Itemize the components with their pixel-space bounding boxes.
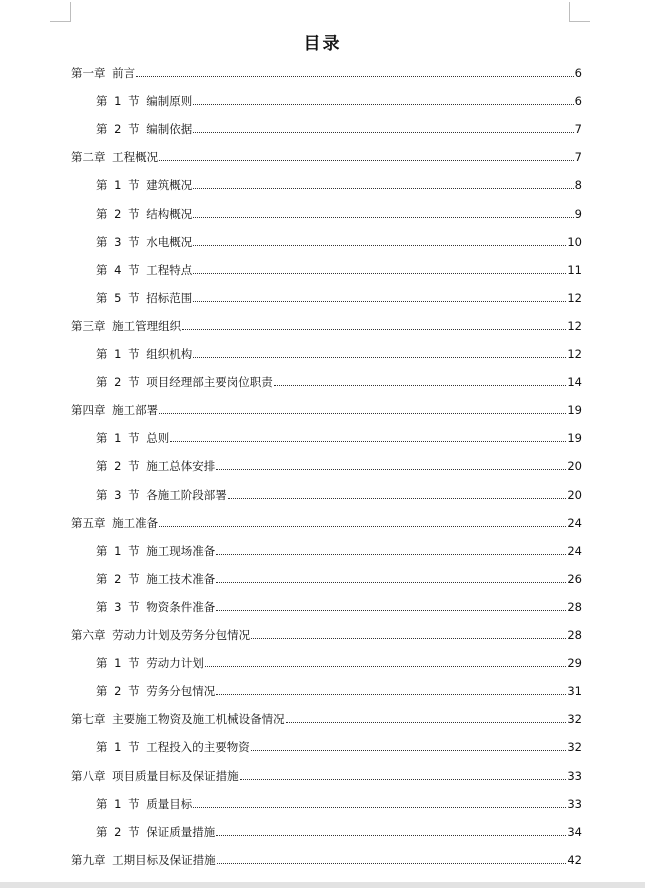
toc-chapter-entry[interactable]	[71, 851, 582, 869]
toc-page-number: 12	[567, 290, 582, 305]
toc-page-number: 7	[574, 150, 582, 165]
toc-dot-leader	[170, 440, 566, 442]
toc-entry-label: 第 1 节 编制原则	[96, 94, 193, 109]
toc-page-number: 33	[567, 768, 582, 783]
toc-entry-label: 第 1 节 质量目标	[96, 796, 193, 811]
toc-dot-leader	[216, 834, 566, 836]
toc-dot-leader	[217, 862, 567, 864]
toc-page-number: 28	[567, 628, 582, 642]
toc-page-number: 11	[567, 262, 582, 277]
toc-entry-label: 第 1 节 总则	[96, 431, 170, 446]
toc-dot-leader	[193, 806, 566, 808]
toc-dot-leader	[159, 412, 566, 414]
toc-entry-label: 第 2 节 项目经理部主要岗位职责	[96, 375, 273, 390]
toc-section-entry[interactable]	[96, 176, 582, 194]
toc-dot-leader	[193, 103, 573, 105]
toc-page-number: 42	[567, 852, 582, 867]
toc-section-entry[interactable]	[96, 289, 582, 307]
toc-entry-label: 第 2 节 编制依据	[96, 122, 193, 137]
toc-section-entry[interactable]	[96, 205, 582, 223]
toc-dot-leader	[193, 356, 566, 358]
toc-dot-leader	[193, 131, 573, 133]
toc-entry-label: 第 1 节 组织机构	[96, 347, 193, 361]
toc-section-entry[interactable]	[96, 373, 582, 391]
toc-page-number: 20	[567, 487, 582, 502]
toc-page-number: 7	[574, 122, 582, 137]
toc-entry-label: 第 2 节 施工技术准备	[96, 571, 216, 586]
toc-page-number: 28	[567, 599, 582, 614]
toc-page-number: 33	[567, 796, 582, 811]
toc-page-number: 24	[567, 543, 582, 558]
toc-section-entry[interactable]	[96, 795, 582, 813]
toc-page-number: 24	[567, 515, 582, 530]
toc-entry-label: 第 1 节 施工现场准备	[96, 543, 216, 558]
toc-title: 目录	[303, 34, 342, 54]
toc-page-number: 32	[567, 740, 582, 755]
toc-section-entry[interactable]	[96, 233, 582, 251]
toc-dot-leader	[193, 300, 566, 302]
crop-mark-top-right	[569, 21, 590, 22]
toc-page-number: 9	[574, 206, 582, 221]
toc-section-entry[interactable]	[96, 261, 582, 279]
crop-mark-top-left	[70, 2, 71, 22]
toc-page-number: 12	[567, 347, 582, 361]
toc-chapter-entry[interactable]	[71, 401, 582, 419]
toc-section-entry[interactable]	[96, 429, 582, 447]
toc-entry-label: 第 5 节 招标范围	[96, 290, 193, 305]
toc-dot-leader	[193, 244, 566, 246]
toc-dot-leader	[216, 693, 566, 695]
toc-dot-leader	[274, 384, 567, 386]
toc-dot-leader	[216, 581, 566, 583]
toc-section-entry[interactable]	[96, 92, 582, 110]
toc-section-entry[interactable]	[96, 823, 582, 841]
toc-page-number: 29	[567, 656, 582, 671]
toc-section-entry[interactable]	[96, 738, 582, 756]
toc-chapter-entry[interactable]	[71, 626, 582, 644]
toc-page-number: 20	[567, 459, 582, 474]
toc-page-number: 19	[567, 403, 582, 418]
toc-section-entry[interactable]	[96, 457, 582, 475]
toc-dot-leader	[159, 525, 566, 527]
toc-dot-leader	[286, 721, 567, 723]
toc-chapter-entry[interactable]	[71, 317, 582, 335]
toc-entry-label: 第 1 节 建筑概况	[96, 178, 193, 193]
toc-dot-leader	[136, 75, 574, 77]
toc-dot-leader	[216, 609, 566, 611]
toc-section-entry[interactable]	[96, 486, 582, 504]
toc-dot-leader	[159, 159, 574, 161]
toc-entry-label: 第 2 节 结构概况	[96, 206, 193, 221]
toc-section-entry[interactable]	[96, 542, 582, 560]
toc-entry-label: 第三章 施工管理组织	[71, 318, 182, 333]
toc-page-number: 8	[574, 178, 582, 193]
toc-dot-leader	[193, 187, 573, 189]
toc-entry-label: 第八章 项目质量目标及保证措施	[71, 768, 239, 783]
page-bottom-edge	[0, 882, 645, 888]
toc-page-number: 14	[567, 375, 582, 390]
toc-page-number: 32	[567, 712, 582, 727]
toc-chapter-entry[interactable]	[71, 710, 582, 728]
toc-entry-label: 第九章 工期目标及保证措施	[71, 852, 216, 867]
toc-entry-label: 第 2 节 保证质量措施	[96, 824, 216, 839]
toc-chapter-entry[interactable]	[71, 514, 582, 532]
toc-page-number: 10	[567, 234, 582, 249]
toc-page-number: 12	[567, 318, 582, 333]
crop-mark-top-left	[50, 21, 71, 22]
toc-entry-label: 第 3 节 水电概况	[96, 234, 193, 249]
toc-entry-label: 第 3 节 各施工阶段部署	[96, 487, 227, 502]
toc-page-number: 6	[574, 66, 582, 80]
toc-dot-leader	[240, 778, 567, 780]
toc-dot-leader	[228, 497, 567, 499]
toc-page-number: 34	[567, 824, 582, 839]
toc-page-number: 26	[567, 571, 582, 586]
toc-page-number: 19	[567, 431, 582, 446]
toc-chapter-entry[interactable]	[71, 64, 582, 82]
toc-chapter-entry[interactable]	[71, 148, 582, 166]
toc-dot-leader	[216, 468, 566, 470]
toc-entry-label: 第二章 工程概况	[71, 150, 159, 165]
toc-section-entry[interactable]	[96, 120, 582, 138]
toc-entry-label: 第七章 主要施工物资及施工机械设备情况	[71, 712, 285, 727]
toc-page-number: 31	[567, 684, 582, 699]
toc-section-entry[interactable]	[96, 570, 582, 588]
toc-section-entry[interactable]	[96, 682, 582, 700]
toc-dot-leader	[251, 637, 566, 639]
crop-mark-top-right	[569, 2, 570, 22]
toc-dot-leader	[193, 216, 573, 218]
toc-entry-label: 第 1 节 工程投入的主要物资	[96, 740, 250, 755]
toc-entry-label: 第五章 施工准备	[71, 515, 159, 530]
toc-dot-leader	[205, 665, 567, 667]
toc-section-entry[interactable]	[96, 598, 582, 616]
toc-dot-leader	[182, 328, 566, 330]
toc-entry-label: 第 2 节 施工总体安排	[96, 459, 216, 474]
toc-dot-leader	[251, 749, 567, 751]
toc-entry-label: 第一章 前言	[71, 66, 136, 80]
toc-entry-label: 第 3 节 物资条件准备	[96, 599, 216, 614]
toc-entry-label: 第六章 劳动力计划及劳务分包情况	[71, 628, 251, 642]
toc-section-entry[interactable]	[96, 345, 582, 363]
toc-entry-label: 第 1 节 劳动力计划	[96, 656, 204, 671]
toc-section-entry[interactable]	[96, 654, 582, 672]
toc-entry-label: 第 4 节 工程特点	[96, 262, 193, 277]
toc-dot-leader	[193, 272, 566, 274]
toc-entry-label: 第 2 节 劳务分包情况	[96, 684, 216, 699]
toc-dot-leader	[216, 553, 566, 555]
toc-entry-label: 第四章 施工部署	[71, 403, 159, 418]
toc-chapter-entry[interactable]	[71, 767, 582, 785]
toc-page-number: 6	[574, 94, 582, 109]
